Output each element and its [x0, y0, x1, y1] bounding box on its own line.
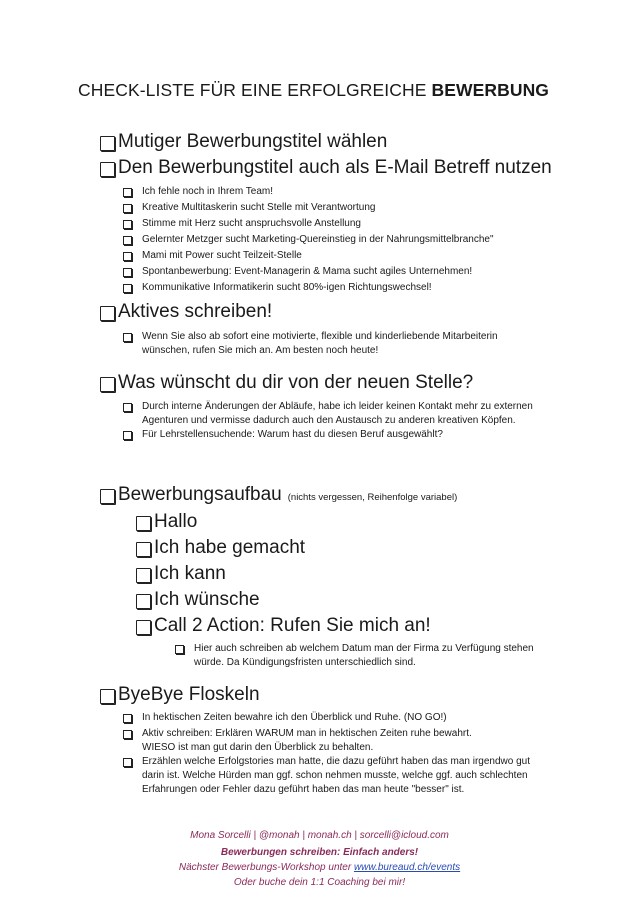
- checkbox-icon: [123, 403, 132, 412]
- checkbox-icon: [123, 333, 132, 342]
- list-item: Call 2 Action: Rufen Sie mich an!: [136, 615, 431, 637]
- checkbox-icon: [136, 542, 151, 557]
- list-item: Mami mit Power sucht Teilzeit-Stelle: [123, 249, 302, 263]
- checkbox-icon: [123, 730, 132, 739]
- checkbox-icon: [100, 689, 115, 704]
- footer-slogan: Bewerbungen schreiben: Einfach anders!: [220, 847, 419, 858]
- list-item: Für Lehrstellensuchende: Warum hast du diesen Beruf ausgewählt?: [123, 428, 443, 442]
- checkbox-icon: [123, 204, 132, 213]
- list-item: Stimme mit Herz sucht anspruchsvolle Anstellung: [123, 217, 361, 231]
- checklist-item: ByeBye Floskeln: [100, 684, 260, 706]
- checkbox-icon: [123, 714, 132, 723]
- title-bold: BEWERBUNG: [431, 80, 550, 100]
- list-item: Kreative Multitaskerin sucht Stelle mit Verantwortung: [123, 201, 375, 215]
- checkbox-icon: [123, 431, 132, 440]
- checkbox-icon: [123, 284, 132, 293]
- page-title: CHECK-LISTE FÜR EINE ERFOLGREICHE BEWERBUNG: [78, 80, 550, 100]
- list-item: Wenn Sie also ab sofort eine motivierte, flexible und kinderliebende Mitarbeiterin wünschen, rufen Sie mich an. Am besten noch heute!: [123, 330, 498, 358]
- checkbox-icon: [100, 489, 115, 504]
- checklist-item: Was wünscht du dir von der neuen Stelle?: [100, 372, 473, 394]
- list-item: In hektischen Zeiten bewahre ich den Überblick und Ruhe. (NO GO!): [123, 711, 447, 725]
- footer-workshop: Nächster Bewerbungs-Workshop unter www.bureaud.ch/events: [178, 862, 461, 873]
- checkbox-icon: [100, 162, 115, 177]
- list-item: Durch interne Änderungen der Abläufe, habe ich leider keinen Kontakt mehr zu externen Agenturen und vermisse dadurch auch den Austausch zu anderen kreativen Köpfen.: [123, 400, 533, 428]
- list-item: Erzählen welche Erfolgstories man hatte, die dazu geführt haben das man irgendwo gut darin ist. Welche Hürden man ggf. schon nehmen musste, welche ggf. auch schlechten Erfahrungen oder Fehler dazu geführt haben das man heute "besser" ist.: [123, 755, 530, 797]
- footer-contact: Mona Sorcelli | @monah | monah.ch | sorcelli@icloud.com: [190, 830, 449, 841]
- list-item: Spontanbewerbung: Event-Managerin & Mama sucht agiles Unternehmen!: [123, 265, 472, 279]
- list-item: Ich wünsche: [136, 589, 260, 611]
- checkbox-icon: [123, 268, 132, 277]
- checkbox-icon: [100, 136, 115, 151]
- checkbox-icon: [136, 594, 151, 609]
- checkbox-icon: [136, 568, 151, 583]
- checkbox-icon: [123, 758, 132, 767]
- checkbox-icon: [123, 236, 132, 245]
- checkbox-icon: [123, 252, 132, 261]
- checkbox-icon: [100, 306, 115, 321]
- list-item: Ich habe gemacht: [136, 537, 305, 559]
- checkbox-icon: [100, 377, 115, 392]
- checkbox-icon: [136, 516, 151, 531]
- list-item: Hier auch schreiben ab welchem Datum man der Firma zu Verfügung stehen würde. Da Kündigungsfristen unterschiedlich sind.: [175, 642, 534, 670]
- checkbox-icon: [175, 645, 184, 654]
- checklist-item: Den Bewerbungstitel auch als E-Mail Betreff nutzen: [100, 157, 552, 179]
- workshop-link[interactable]: www.bureaud.ch/events: [353, 862, 461, 873]
- list-item: Ich kann: [136, 563, 226, 585]
- section-note: (nichts vergessen, Reihenfolge variabel): [287, 492, 458, 503]
- list-item: Gelernter Metzger sucht Marketing-Quereinstieg in der Nahrungsmittelbranche": [123, 233, 494, 247]
- list-item: Hallo: [136, 511, 197, 533]
- list-item: Aktiv schreiben: Erklären WARUM man in hektischen Zeiten ruhe bewahrt. WIESO ist man gut darin den Überblick zu behalten.: [123, 727, 472, 755]
- list-item: Kommunikative Informatikerin sucht 80%-igen Richtungswechsel!: [123, 281, 432, 295]
- checklist-item: Aktives schreiben!: [100, 301, 272, 323]
- checklist-item: Mutiger Bewerbungstitel wählen: [100, 131, 387, 153]
- footer-coaching: Oder buche dein 1:1 Coaching bei mir!: [233, 877, 406, 888]
- checkbox-icon: [123, 220, 132, 229]
- checklist-item: Bewerbungsaufbau (nichts vergessen, Reihenfolge variabel): [100, 484, 457, 506]
- list-item: Ich fehle noch in Ihrem Team!: [123, 185, 273, 199]
- checkbox-icon: [136, 620, 151, 635]
- checkbox-icon: [123, 188, 132, 197]
